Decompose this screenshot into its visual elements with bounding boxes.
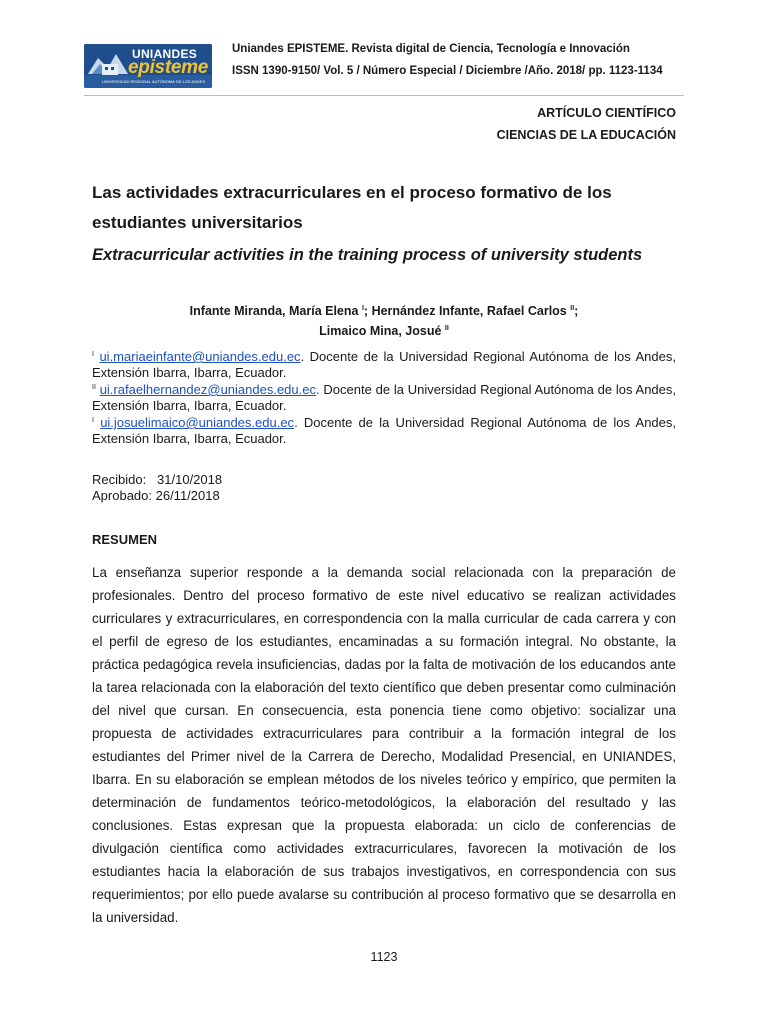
journal-logo	[84, 44, 212, 88]
article-type: ARTÍCULO CIENTÍFICO	[537, 106, 676, 120]
dates	[92, 472, 222, 504]
abstract-heading: RESUMEN	[92, 532, 158, 547]
title-spanish: Las actividades extracurriculares en el proceso formativo de los estudiantes universitarios	[92, 183, 612, 232]
affiliation-text: . Docente de la Universidad Regional Autónoma de los Andes, Extensión Ibarra, Ibarra, Ecuador.	[92, 349, 676, 380]
affiliation-3	[92, 413, 676, 446]
author-1: Infante Miranda, María Elena	[189, 304, 359, 318]
affiliations	[92, 347, 676, 446]
affiliation-mark: II	[92, 384, 96, 391]
header-divider	[84, 95, 684, 96]
author-2-mark: II	[570, 305, 575, 312]
author-1-mark: I	[361, 305, 364, 312]
title-english: Extracurricular activities in the training process of university students	[92, 246, 643, 264]
email-link-2[interactable]: ui.rafaelhernandez@uniandes.edu.ec	[99, 382, 316, 397]
author-3-mark: II	[444, 325, 449, 332]
email-link-1[interactable]: ui.mariaeinfante@uniandes.edu.ec	[99, 349, 301, 364]
email-link-3[interactable]: ui.josuelimaico@uniandes.edu.ec	[100, 415, 295, 430]
approved-date: Aprobado: 26/11/2018	[92, 488, 220, 503]
author-separator: ;	[363, 304, 369, 318]
page-number: 1123	[370, 950, 398, 964]
affiliation-mark: I	[92, 417, 94, 424]
received-date: Recibido: 31/10/2018	[92, 472, 223, 487]
affiliation-mark: I	[92, 351, 94, 358]
author-2: Hernández Infante, Rafael Carlos	[371, 304, 567, 318]
article-area: CIENCIAS DE LA EDUCACIÓN	[496, 128, 676, 142]
issn-line: ISSN 1390-9150/ Vol. 5 / Número Especial / Diciembre /Año. 2018/ pp. 1123-1134	[232, 65, 663, 77]
logo-top-text: UNIANDES	[132, 47, 198, 61]
author-3: Limaico Mina, Josué	[319, 324, 442, 338]
abstract-body: La enseñanza superior responde a la demanda social relacionada con la preparación de profesionales. Dentro del proceso formativo de este nivel educativo se realizan actividades curriculares y extracurriculares, en correspondencia con la malla curricular de cada carrera y con el perfil de egreso de los estudiantes, encaminadas a su formación integral. No obstante, la práctica pedagógica revela insuficiencias, dadas por la falta de motivación de los educandos ante la tarea relacionada con la elaboración del texto científico que deben presentar como culminación del nivel que cursan. En consecuencia, esta ponencia tiene como objetivo: socializar una propuesta de actividades extracurriculares para contribuir a la formación integral de los estudiantes del Primer nivel de la Carrera de Derecho, Modalidad Presencial, en UNIANDES, Ibarra. En su elaboración se emplean métodos de los niveles teórico y empírico, que permiten la determinación de fundamentos teórico-metodológicos, la elaboración del resultado y las conclusiones. Estas expresan que la propuesta elaborada: un ciclo de conferencias de divulgación científica como actividades extracurriculares, favorecen la motivación de los estudiantes hacia la elaboración de sus trabajos investigativos, en correspondencia con sus requerimientos; por ello puede avalarse su contribución al proceso formativo que se desarrolla en la universidad.	[92, 565, 676, 925]
author-list	[92, 300, 676, 340]
logo-main-text: episteme	[128, 57, 208, 78]
affiliation-2	[92, 380, 676, 413]
affiliation-text: . Docente de la Universidad Regional Autónoma de los Andes, Extensión Ibarra, Ibarra, Ecuador.	[92, 382, 676, 413]
affiliation-1	[92, 347, 676, 380]
author-separator: ;	[574, 304, 579, 318]
logo-small-text: UNIVERSIDAD REGIONAL AUTÓNOMA DE LOS ANDES	[102, 79, 206, 84]
journal-name: Uniandes EPISTEME. Revista digital de Ciencia, Tecnología e Innovación	[232, 43, 630, 55]
affiliation-text: . Docente de la Universidad Regional Autónoma de los Andes, Extensión Ibarra, Ibarra, Ecuador.	[92, 415, 676, 446]
